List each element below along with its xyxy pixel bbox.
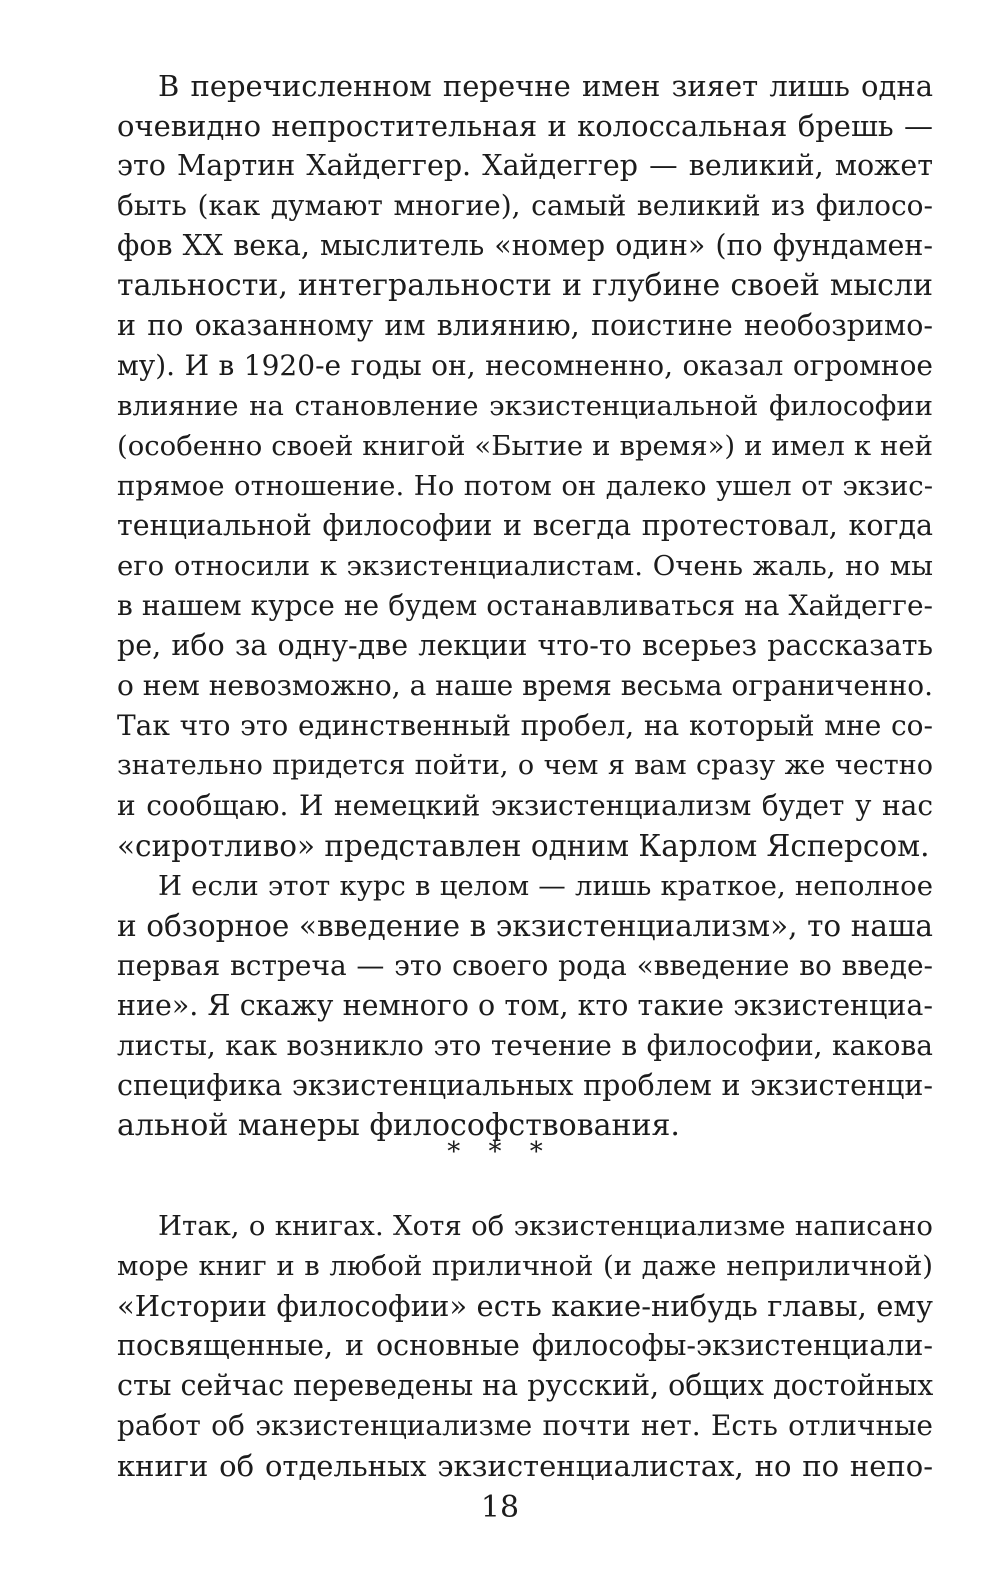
- text-line: прямое отношение. Но потом он далеко ушел от экзис-: [117, 470, 933, 502]
- text-line: книги об отдельных экзистенциалистах, но по непо-: [117, 1449, 933, 1483]
- text-line: Итак, о книгах. Хотя об экзистенциализме написано: [158, 1210, 933, 1242]
- text-line: альной манеры философствования.: [117, 1108, 680, 1143]
- text-line: и сообщаю. И немецкий экзистенциализм будет у нас: [117, 789, 933, 822]
- page-number: 18: [480, 1490, 520, 1525]
- text-line: И если этот курс в целом — лишь краткое, неполное: [158, 870, 933, 902]
- text-line: Так что это единственный пробел, на который мне со-: [117, 709, 933, 742]
- text-line: «сиротливо» представлен одним Карлом Ясперсом.: [117, 829, 930, 863]
- text-line: его относили к экзистенциалистам. Очень жаль, но мы: [117, 550, 933, 582]
- text-line: ре, ибо за одну-две лекции что-то всерьез рассказать: [117, 629, 933, 662]
- text-line: листы, как возникло это течение в философии, какова: [117, 1029, 933, 1062]
- text-line: и по оказанному им влиянию, поистине необозримо-: [117, 309, 933, 342]
- text-line: сты сейчас переведены на русский, общих достойных: [117, 1369, 934, 1402]
- text-line: влияние на становление экзистенциальной философии: [117, 390, 933, 422]
- text-line: и обзорное «введение в экзистенциализм», то наша: [117, 909, 933, 943]
- text-line: (особенно своей книгой «Бытие и время») и имел к ней: [117, 430, 933, 462]
- text-line: первая встреча — это своего рода «введение во введе-: [117, 949, 933, 982]
- text-line: в нашем курсе не будем останавливаться на Хайдегге-: [117, 589, 933, 622]
- text-line: ние». Я скажу немного о том, кто такие экзистенциа-: [117, 989, 933, 1022]
- text-line: работ об экзистенциализме почти нет. Есть отличные: [117, 1409, 933, 1442]
- section-separator: * * *: [447, 1137, 553, 1167]
- text-line: тенциальной философии и всегда протестовал, когда: [117, 509, 933, 542]
- text-line: фов XX века, мыслитель «номер один» (по фундамен-: [117, 229, 933, 262]
- text-line: быть (как думают многие), самый великий из филосо-: [117, 189, 933, 222]
- text-line: знательно придется пойти, о чем я вам сразу же честно: [117, 750, 933, 781]
- text-line: море книг и в любой приличной (и даже неприличной): [117, 1250, 933, 1282]
- text-line: о нем невозможно, а наше время весьма ограниченно.: [117, 669, 933, 702]
- text-line: посвященные, и основные философы-экзистенциали-: [117, 1329, 933, 1362]
- text-line: специфика экзистенциальных проблем и экзистенци-: [117, 1069, 933, 1102]
- text-line: очевидно непростительная и колоссальная брешь —: [117, 109, 933, 143]
- text-line: му). И в 1920-е годы он, несомненно, оказал огромное: [117, 349, 933, 382]
- text-line: тальности, интегральности и глубине своей мысли: [117, 268, 933, 303]
- text-line: это Мартин Хайдеггер. Хайдеггер — великий, может: [117, 149, 933, 182]
- text-line: В перечисленном перечне имен зияет лишь одна: [158, 69, 933, 103]
- text-line: «Истории философии» есть какие-нибудь главы, ему: [117, 1289, 933, 1323]
